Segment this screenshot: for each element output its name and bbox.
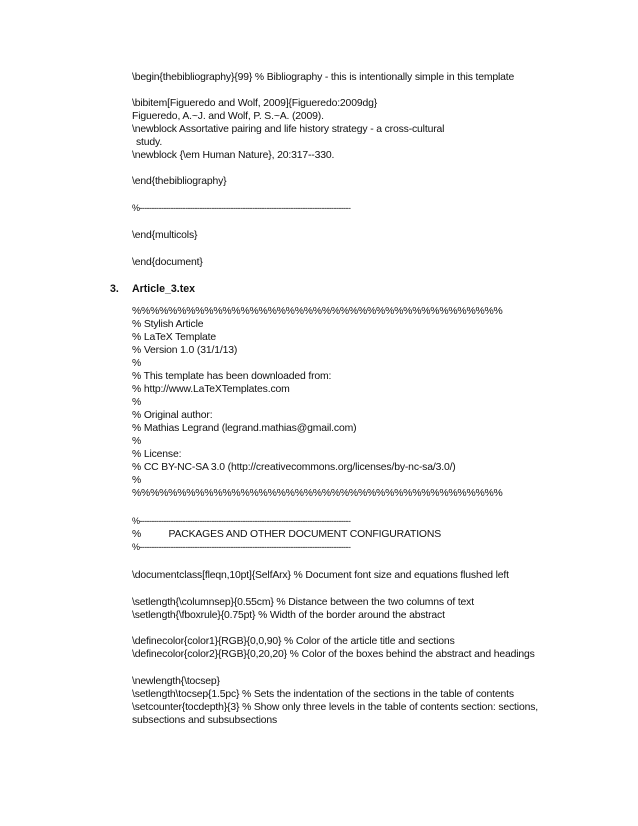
code-line: % http://www.LaTeXTemplates.com	[132, 384, 290, 395]
code-line: % CC BY-NC-SA 3.0 (http://creativecommons.org/licenses/by-nc-sa/3.0/)	[132, 462, 456, 473]
code-line: % PACKAGES AND OTHER DOCUMENT CONFIGURATIONS	[132, 529, 441, 540]
code-line: \setlength{\fboxrule}{0.75pt} % Width of the border around the abstract	[132, 610, 445, 621]
code-line: \newlength{\tocsep}	[132, 676, 220, 687]
code-line: \newblock {\em Human Nature}, 20:317--330.	[132, 150, 335, 161]
comment-rule: %%%%%%%%%%%%%%%%%%%%%%%%%%%%%%%%%%%%%%%%%	[132, 488, 503, 499]
code-line: % Stylish Article	[132, 319, 204, 330]
code-line: \begin{thebibliography}{99} % Bibliography - this is intentionally simple in this template	[132, 72, 515, 83]
code-line: \documentclass[fleqn,10pt]{SelfArx} % Document font size and equations flushed left	[132, 570, 509, 581]
code-line: % Version 1.0 (31/1/13)	[132, 345, 238, 356]
section-title: Article_3.tex	[132, 283, 196, 295]
code-line: \end{document}	[132, 257, 203, 268]
section-heading	[110, 283, 195, 296]
comment-rule: %%%%%%%%%%%%%%%%%%%%%%%%%%%%%%%%%%%%%%%%%	[132, 306, 503, 317]
code-line: %	[132, 436, 142, 447]
code-line: \newblock Assortative pairing and life history strategy - a cross-cultural	[132, 124, 445, 135]
code-line: % License:	[132, 449, 182, 460]
code-line: \setlength{\columnsep}{0.55cm} % Distance between the two columns of text	[132, 597, 474, 608]
code-line: % Original author:	[132, 410, 213, 421]
comment-rule: %----------------------------------------------------------------------------------------	[132, 516, 351, 526]
code-line: \setlength\tocsep{1.5pc} % Sets the indentation of the sections in the table of contents	[132, 689, 514, 700]
code-line: \setcounter{tocdepth}{3} % Show only three levels in the table of contents section: sections,	[132, 702, 538, 713]
comment-rule: %----------------------------------------------------------------------------------------	[132, 203, 351, 213]
code-line: %	[132, 397, 142, 408]
code-line: % This template has been downloaded from:	[132, 371, 332, 382]
code-line: \definecolor{color2}{RGB}{0,20,20} % Color of the boxes behind the abstract and headings	[132, 649, 535, 660]
code-line: \definecolor{color1}{RGB}{0,0,90} % Color of the article title and sections	[132, 636, 455, 647]
section-number: 3.	[110, 283, 119, 295]
code-line: % Mathias Legrand (legrand.mathias@gmail.com)	[132, 423, 357, 434]
code-line: Figueredo, A.~J. and Wolf, P. S.~A. (2009).	[132, 111, 324, 122]
code-line: \bibitem[Figueredo and Wolf, 2009]{Figueredo:2009dg}	[132, 98, 378, 109]
code-line: \end{multicols}	[132, 230, 198, 241]
code-line: %	[132, 475, 142, 486]
code-line: study.	[136, 137, 163, 148]
code-line: \end{thebibliography}	[132, 176, 227, 187]
code-line: subsections and subsubsections	[132, 715, 278, 726]
code-line: % LaTeX Template	[132, 332, 217, 343]
comment-rule: %----------------------------------------------------------------------------------------	[132, 542, 351, 552]
code-line: %	[132, 358, 142, 369]
